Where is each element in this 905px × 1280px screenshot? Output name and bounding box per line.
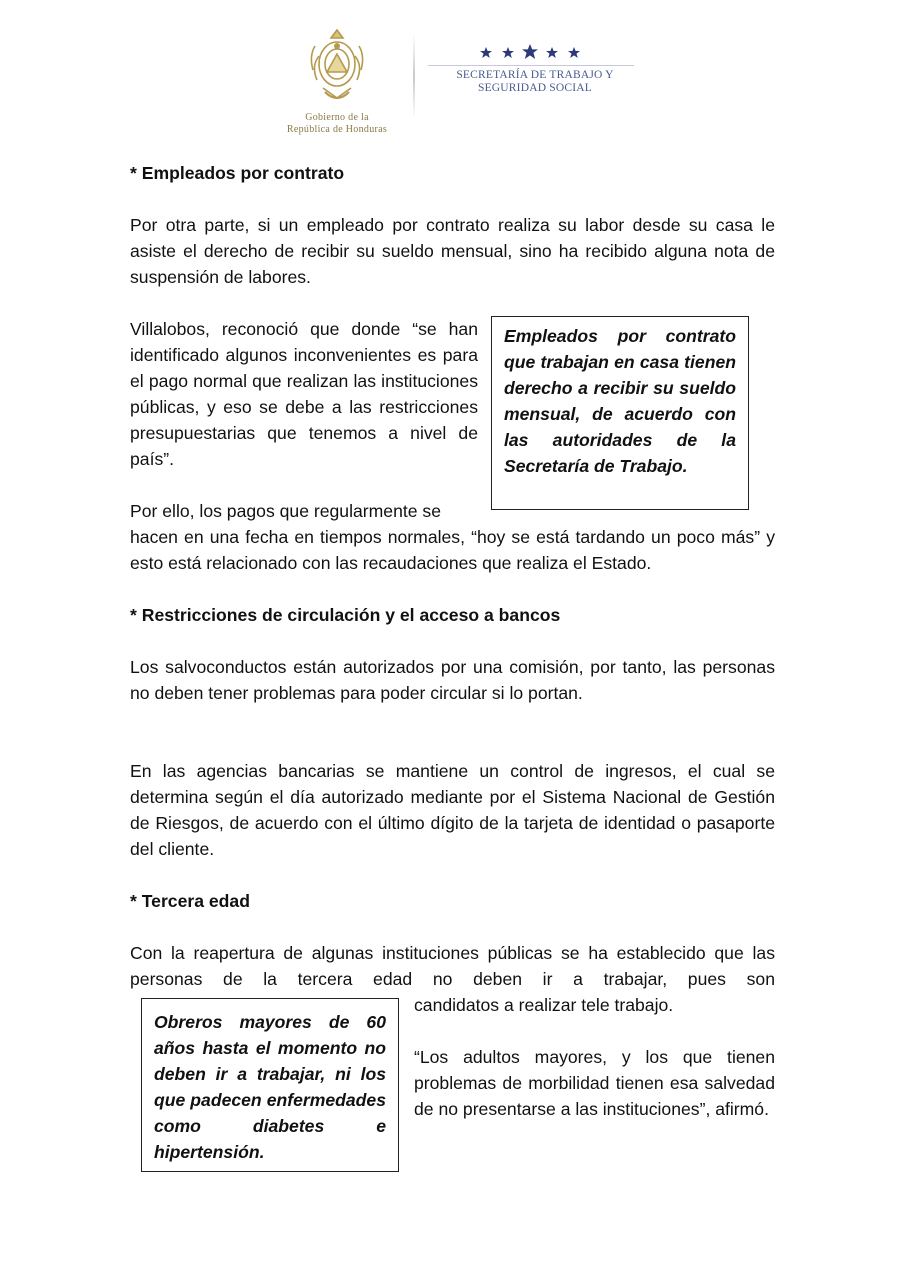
section-heading-restrictions: * Restricciones de circulación y el acceso a bancos [130,605,561,625]
callout-older-workers: Obreros mayores de 60 años hasta el momento no deben ir a trabajar, ni los que padecen enfermedades como diabetes e hipertensión. [141,998,399,1172]
sec-line-1: SECRETARÍA DE TRABAJO Y [456,69,614,81]
gov-line-1: Gobierno de la [305,112,369,123]
header-divider [413,34,415,119]
section-heading-contract: * Empleados por contrato [130,163,345,183]
callout-contract-employees: Empleados por contrato que trabajan en casa tienen derecho a recibir su sueldo mensual, de acuerdo con las autoridades de la Secretaría de Trabajo. [491,316,749,510]
paragraph-payments-rest: hacen en una fecha en tiempos normales, “hoy se está tardando un poco más” y esto está relacionado con las recaudaciones que realiza el Estado. [130,527,775,573]
government-name [262,112,412,136]
honduras-coat-of-arms-icon [305,26,369,106]
paragraph-bank-agencies: En las agencias bancarias se mantiene un control de ingresos, el cual se determina según el día autorizado mediante por el Sistema Nacional de Gestión de Riesgos, de acuerdo con el último dígito de la tarjeta de identidad o pasaporte del cliente. [130,761,775,859]
page-header [0,18,905,135]
quote-older-adults: “Los adultos mayores, y los que tienen problemas de morbilidad tienen esa salvedad de no presentarse a las instituciones”, afirmó. [414,1047,775,1119]
paragraph-salvoconductos: Los salvoconductos están autorizados por una comisión, por tanto, las personas no deben tener problemas para poder circular si lo portan. [130,657,775,703]
paragraph-elderly-intro: Con la reapertura de algunas instituciones públicas se ha establecido que las personas de la tercera edad no deben ir a trabajar, pues son [130,943,775,989]
stars-icon [478,44,582,60]
paragraph-contract-intro: Por otra parte, si un empleado por contrato realiza su labor desde su casa le asiste el derecho de recibir su sueldo mensual, sino ha recibido alguna nota de suspensión de labores. [130,215,775,287]
ministry-name [440,69,630,95]
paragraph-elderly-continuation: candidatos a realizar tele trabajo. [414,995,674,1015]
section-heading-elderly: * Tercera edad [130,891,250,911]
gov-line-2: República de Honduras [286,124,388,135]
paragraph-payments-start: Por ello, los pagos que regularmente se [130,501,442,521]
sec-line-2: SEGURIDAD SOCIAL [477,82,593,94]
paragraph-villalobos: Villalobos, reconoció que donde “se han identificado algunos inconvenientes es para el pago normal que realizan las instituciones públicas, y eso se debe a las restricciones presupuestarias que tenemos a nivel de país”. [130,319,478,469]
header-rule [428,65,634,66]
